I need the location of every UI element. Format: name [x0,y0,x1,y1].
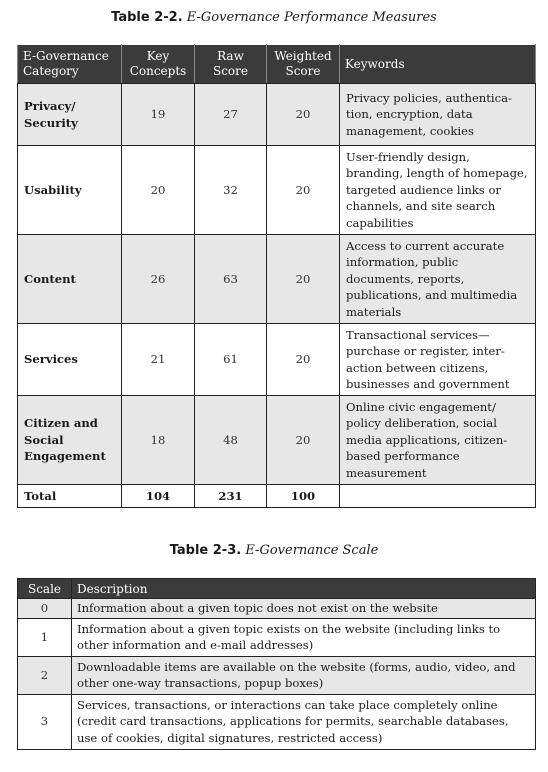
raw-score-cell: 61 [195,324,267,396]
keywords-cell: Online civic engagement/ policy deliberation, social media applications, citizen- based performance measurement [340,396,536,485]
keywords-cell: Privacy policies, authentica-tion, encryption, data management, cookies [340,84,536,146]
raw-score-cell: 48 [195,396,267,485]
table-row [18,599,536,619]
scale-cell: 3 [18,694,72,749]
table2-header-row [18,579,536,599]
raw-score-cell: 27 [195,84,267,146]
category-cell: Usability [18,146,122,235]
weighted-score-cell: 20 [267,324,340,396]
header-description: Description [72,579,536,599]
table-row [18,694,536,749]
weighted-score-cell: 20 [267,146,340,235]
table-row [18,656,536,694]
description-cell: Downloadable items are available on the website (forms, audio, video, and other one-way transactions, popup boxes) [72,656,536,694]
scale-cell: 0 [18,599,72,619]
table-row [18,618,536,656]
total-row [18,485,536,508]
total-raw-score: 231 [195,485,267,508]
table2-caption [0,543,548,558]
key-concepts-cell: 26 [122,235,195,324]
category-cell: Citizen and Social Engagement [18,396,122,485]
raw-score-cell: 63 [195,235,267,324]
description-cell: Information about a given topic exists on the website (including links to other information and e-mail addresses) [72,618,536,656]
table-row [18,396,536,485]
header-keywords: Keywords [340,45,536,84]
keywords-cell: Transactional services—purchase or register, inter-action between citizens, businesses and government [340,324,536,396]
keywords-cell: User-friendly design, branding, length of homepage, targeted audience links or channels, and site search capabilities [340,146,536,235]
table-row [18,324,536,396]
total-key-concepts: 104 [122,485,195,508]
category-cell: Content [18,235,122,324]
header-key-concepts: Key Concepts [122,45,195,84]
description-cell: Information about a given topic does not exist on the website [72,599,536,619]
total-label: Total [18,485,122,508]
weighted-score-cell: 20 [267,235,340,324]
table-row [18,235,536,324]
table1-header-row [18,45,536,84]
total-keywords-cell [340,485,536,508]
header-scale: Scale [18,579,72,599]
keywords-cell: Access to current accurate information, public documents, reports, publications, and multimedia materials [340,235,536,324]
performance-measures-table [17,44,536,508]
table1-caption [0,10,548,25]
category-cell: Privacy/ Security [18,84,122,146]
table1-number: Table 2-2. [111,10,183,25]
scale-cell: 2 [18,656,72,694]
table-row [18,84,536,146]
header-raw-score: Raw Score [195,45,267,84]
header-category: E-Governance Category [18,45,122,84]
header-weighted-score: Weighted Score [267,45,340,84]
weighted-score-cell: 20 [267,84,340,146]
table1-title: E-Governance Performance Measures [186,10,437,25]
key-concepts-cell: 19 [122,84,195,146]
key-concepts-cell: 20 [122,146,195,235]
category-cell: Services [18,324,122,396]
table2-title: E-Governance Scale [245,543,379,558]
table2-number: Table 2-3. [169,543,242,558]
scale-cell: 1 [18,618,72,656]
raw-score-cell: 32 [195,146,267,235]
weighted-score-cell: 20 [267,396,340,485]
key-concepts-cell: 21 [122,324,195,396]
governance-scale-table [17,578,536,750]
key-concepts-cell: 18 [122,396,195,485]
description-cell: Services, transactions, or interactions can take place completely online (credit card transactions, applications for permits, searchable databases, use of cookies, digital signatures, restricted access) [72,694,536,749]
table-row [18,146,536,235]
total-weighted-score: 100 [267,485,340,508]
